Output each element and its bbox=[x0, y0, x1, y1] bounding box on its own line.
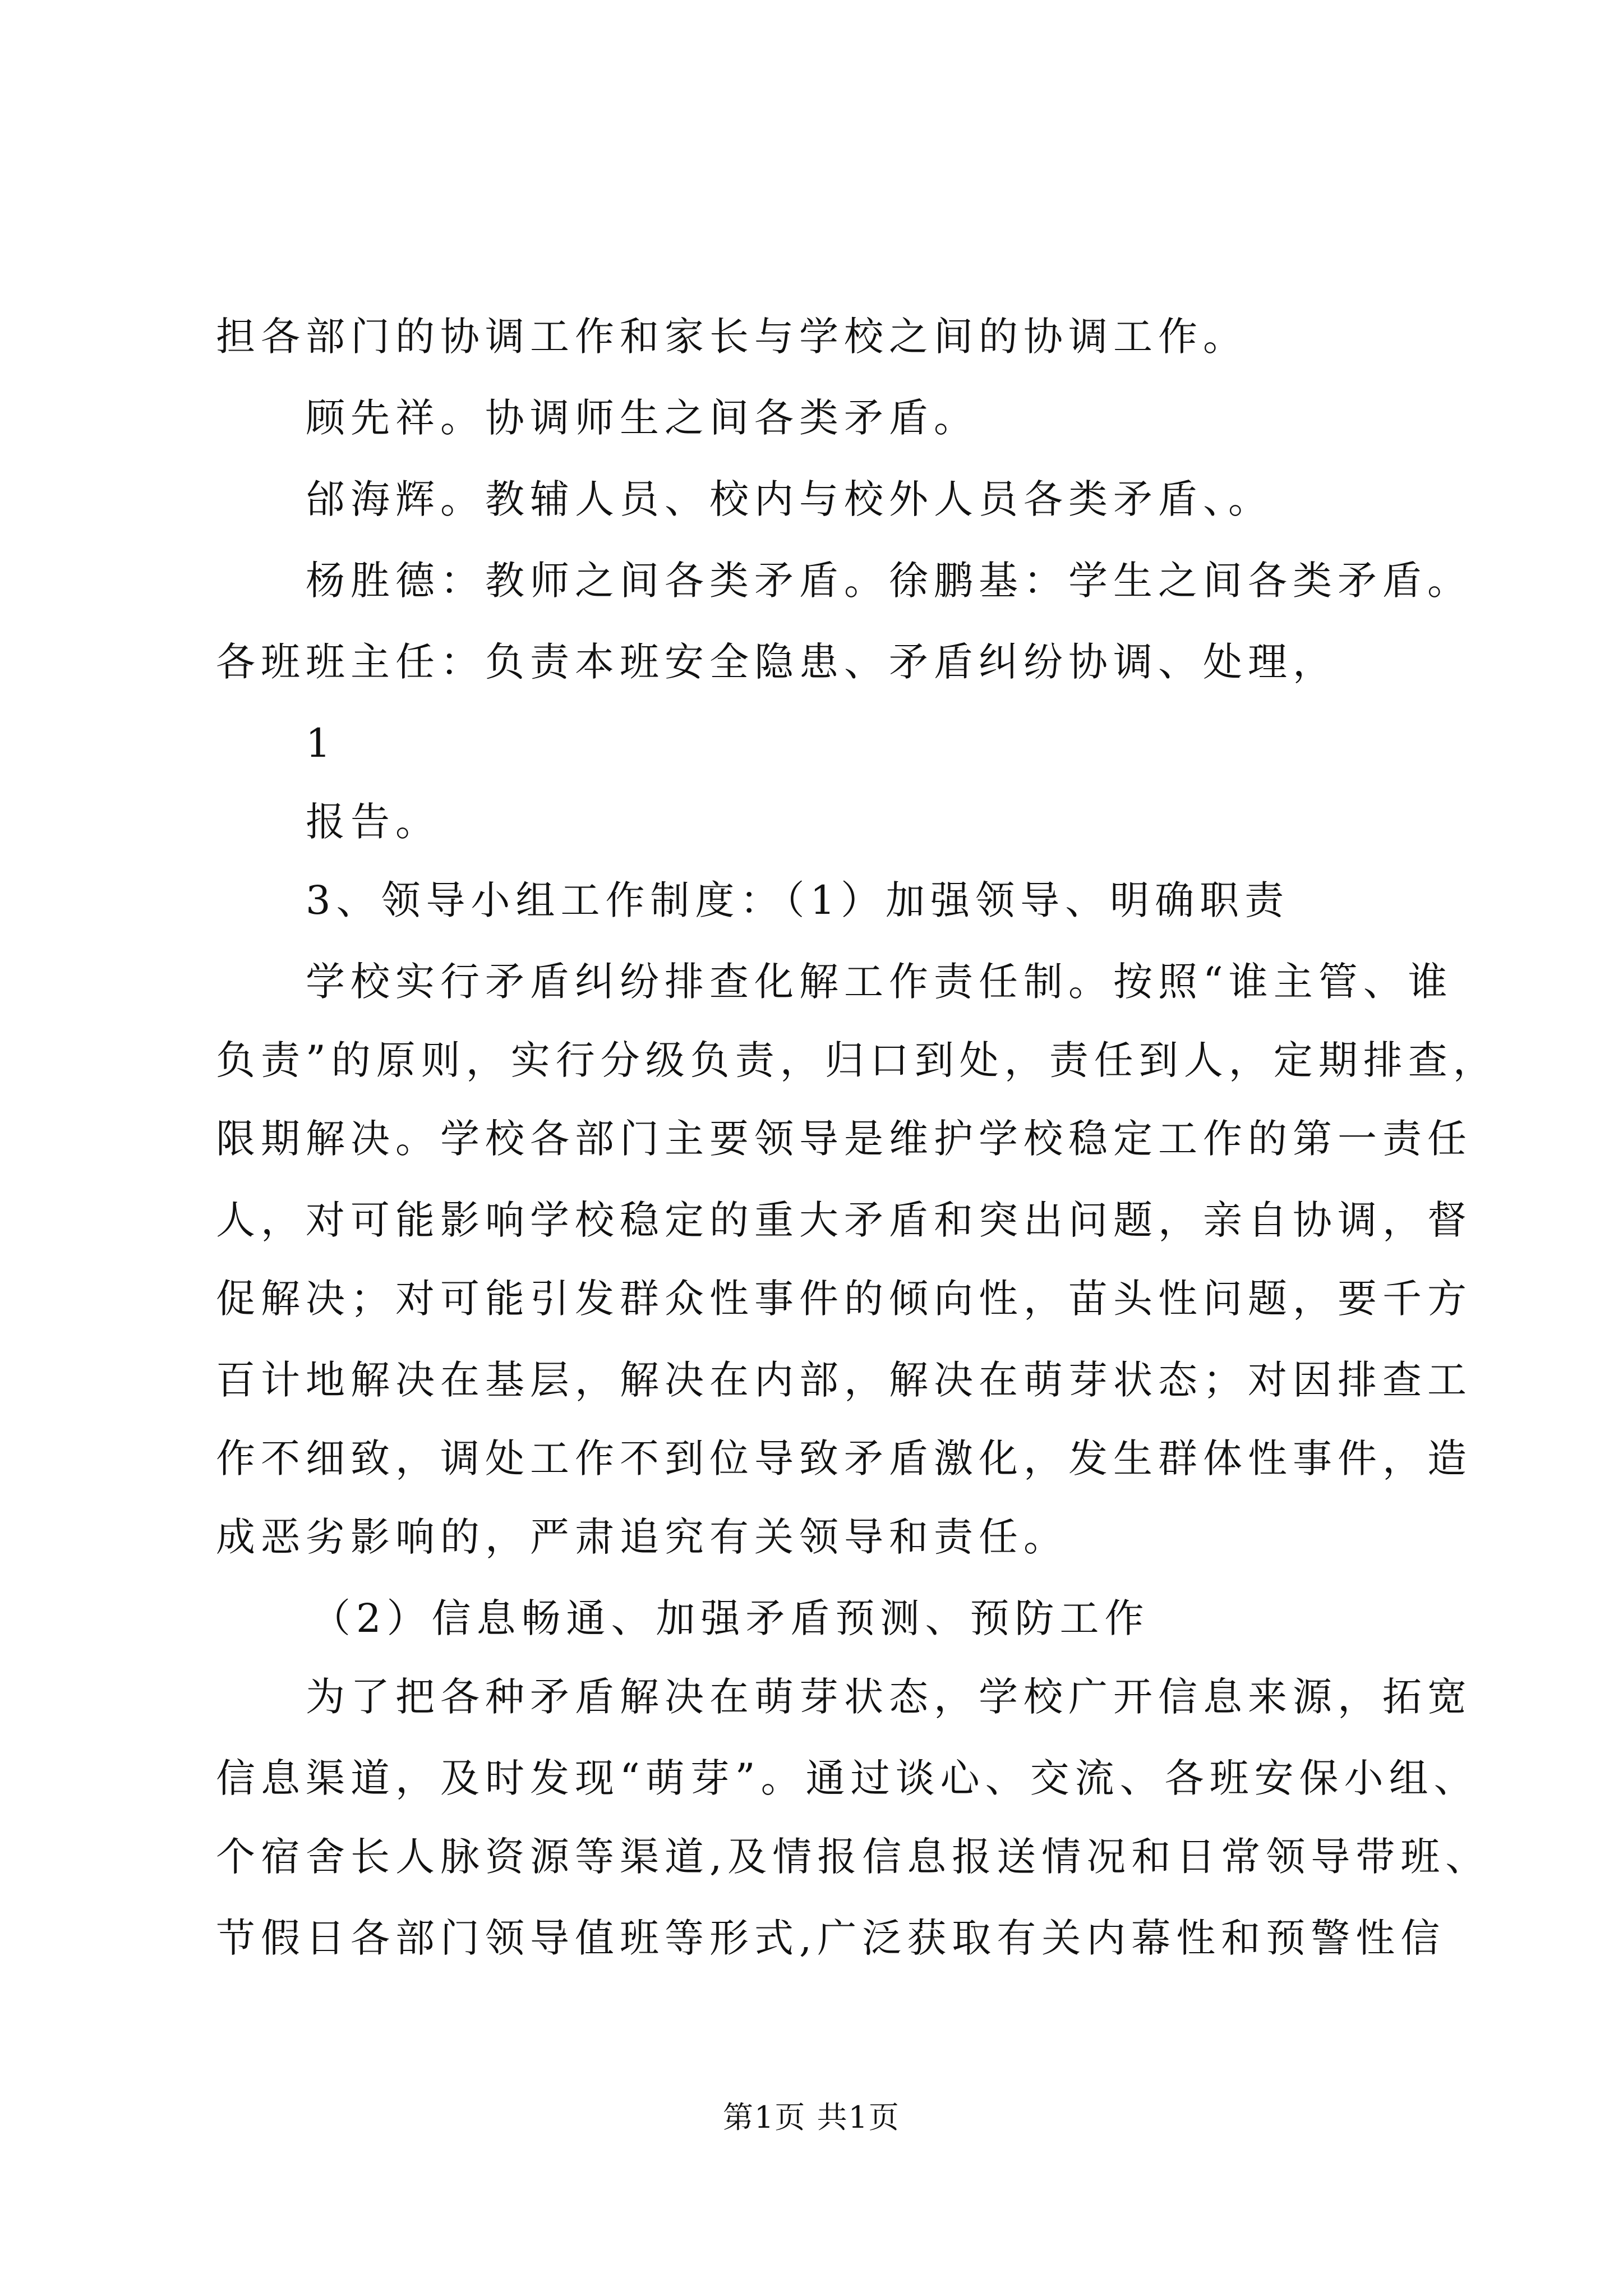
text-line: 人，对可能影响学校稳定的重大矛盾和突出问题，亲自协调，督 bbox=[216, 1197, 1472, 1243]
text-line: 担各部门的协调工作和家长与学校之间的协调工作。 bbox=[216, 314, 1248, 360]
text-line: 信息渠道，及时发现“萌芽”。通过谈心、交流、各班安保小组、 bbox=[216, 1755, 1479, 1801]
text-line: 杨胜德：教师之间各类矛盾。徐鹏基：学生之间各类矛盾。 bbox=[306, 558, 1472, 604]
section-heading: 3、领导小组工作制度：（1）加强领导、明确职责 bbox=[306, 877, 1290, 923]
text-line: 邰海辉。教辅人员、校内与校外人员各类矛盾、。 bbox=[306, 476, 1273, 522]
page-footer: 第1页 共1页 bbox=[723, 2100, 900, 2135]
text-line: 各班班主任：负责本班安全隐患、矛盾纠纷协调、处理， bbox=[216, 639, 1338, 685]
text-line: 限期解决。学校各部门主要领导是维护学校稳定工作的第一责任 bbox=[216, 1116, 1472, 1162]
text-line: 促解决；对可能引发群众性事件的倾向性，苗头性问题，要千方 bbox=[216, 1276, 1472, 1322]
text-line: 百计地解决在基层，解决在内部，解决在萌芽状态；对因排查工 bbox=[216, 1357, 1472, 1403]
text-line: 学校实行矛盾纠纷排查化解工作责任制。按照“谁主管、谁 bbox=[306, 959, 1453, 1005]
text-line: 负责”的原则，实行分级负责，归口到处，责任到人，定期排查， bbox=[216, 1037, 1498, 1083]
text-line: 报告。 bbox=[306, 799, 440, 845]
text-line: 作不细致，调处工作不到位导致矛盾激化，发生群体性事件，造 bbox=[216, 1435, 1472, 1481]
section-heading: （2）信息畅通、加强矛盾预测、预防工作 bbox=[311, 1595, 1150, 1641]
text-line: 节假日各部门领导值班等形式,广泛获取有关内幕性和预警性信 bbox=[216, 1915, 1446, 1961]
page-number-inline: 1 bbox=[306, 720, 336, 766]
text-line: 成恶劣影响的，严肃追究有关领导和责任。 bbox=[216, 1514, 1068, 1560]
text-line: 顾先祥。协调师生之间各类矛盾。 bbox=[306, 395, 979, 441]
text-line: 为了把各种矛盾解决在萌芽状态，学校广开信息来源，拓宽 bbox=[306, 1674, 1472, 1720]
text-line: 个宿舍长人脉资源等渠道,及情报信息报送情况和日常领导带班、 bbox=[216, 1834, 1491, 1880]
